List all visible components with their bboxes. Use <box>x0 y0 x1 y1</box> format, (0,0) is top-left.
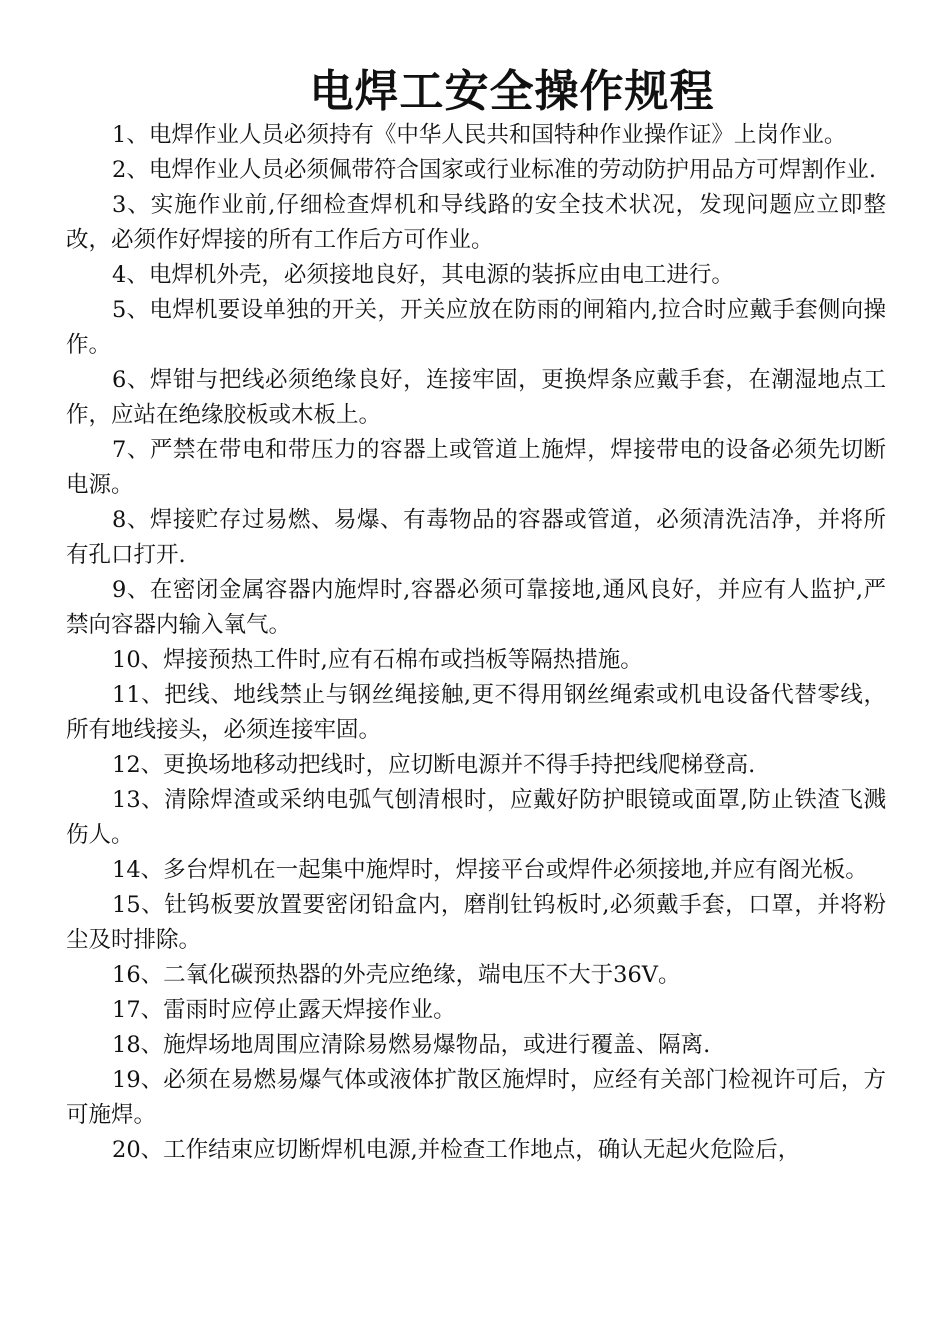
rule-item: 7、严禁在带电和带压力的容器上或管道上施焊，焊接带电的设备必须先切断电源。 <box>66 437 886 498</box>
rule-item: 9、在密闭金属容器内施焊时,容器必须可靠接地,通风良好，并应有人监护,严禁向容器内输入氧气。 <box>66 577 886 638</box>
rule-item: 8、焊接贮存过易燃、易爆、有毒物品的容器或管道，必须清洗洁净，并将所有孔口打开. <box>66 507 886 568</box>
document-title: 电焊工安全操作规程 <box>309 66 715 117</box>
rule-item: 6、焊钳与把线必须绝缘良好，连接牢固，更换焊条应戴手套，在潮湿地点工作，应站在绝缘胶板或木板上。 <box>66 367 886 428</box>
rule-item: 18、施焊场地周围应清除易燃易爆物品，或进行覆盖、隔离. <box>112 1032 711 1058</box>
rule-item: 4、电焊机外壳，必须接地良好，其电源的装拆应由电工进行。 <box>112 262 734 288</box>
rule-item: 14、多台焊机在一起集中施焊时，焊接平台或焊件必须接地,并应有阁光板。 <box>112 857 868 883</box>
rule-item: 3、实施作业前,仔细检查焊机和导线路的安全技术状况，发现问题应立即整改，必须作好焊接的所有工作后方可作业。 <box>66 192 886 253</box>
rule-item: 5、电焊机要设单独的开关，开关应放在防雨的闸箱内,拉合时应戴手套侧向操作。 <box>66 297 886 358</box>
rule-item: 16、二氧化碳预热器的外壳应绝缘，端电压不大于36V。 <box>112 962 681 988</box>
rule-item: 13、清除焊渣或采纳电弧气刨清根时，应戴好防护眼镜或面罩,防止铁渣飞溅伤人。 <box>66 787 886 848</box>
rule-item: 12、更换场地移动把线时，应切断电源并不得手持把线爬梯登高. <box>112 752 756 778</box>
rule-item: 2、电焊作业人员必须佩带符合国家或行业标准的劳动防护用品方可焊割作业. <box>112 157 876 183</box>
rule-item: 1、电焊作业人员必须持有《中华人民共和国特种作业操作证》上岗作业。 <box>112 122 847 148</box>
rule-item: 10、焊接预热工件时,应有石棉布或挡板等隔热措施。 <box>112 647 643 673</box>
rule-item: 17、雷雨时应停止露天焊接作业。 <box>112 997 456 1023</box>
rule-item: 11、把线、地线禁止与钢丝绳接触,更不得用钢丝绳索或机电设备代替零线，所有地线接头，必须连接牢固。 <box>66 682 886 743</box>
rule-item: 15、钍钨板要放置要密闭铅盒内，磨削钍钨板时,必须戴手套，口罩，并将粉尘及时排除。 <box>66 892 886 953</box>
rule-item: 19、必须在易燃易爆气体或液体扩散区施焊时，应经有关部门检视许可后，方可施焊。 <box>66 1067 886 1128</box>
rules-list <box>66 118 886 1168</box>
rule-item: 20、工作结束应切断焊机电源,并检查工作地点，确认无起火危险后， <box>112 1137 801 1163</box>
